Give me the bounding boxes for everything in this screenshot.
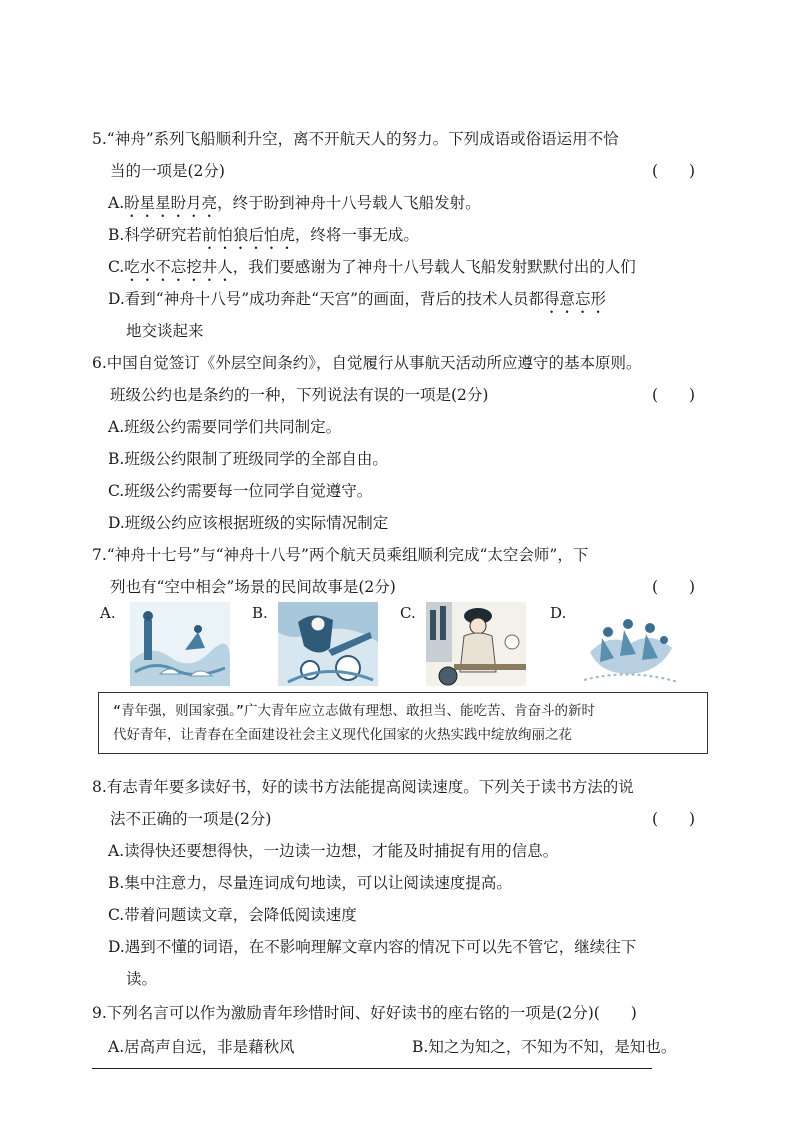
quote-box: [98, 692, 708, 754]
q5-option-d: D.看到“神舟十八号”成功奔赴“天宫”的画面，背后的技术人员都得意忘形: [108, 290, 607, 308]
q9-stem: 9.下列名言可以作为激励青年珍惜时间、好好读书的座右铭的一项是(2分)( ): [92, 1004, 637, 1022]
q6-stem-line1: 6.中国自觉签订《外层空间条约》，自觉履行从事航天活动所应遵守的基本原则。: [92, 354, 642, 372]
q6-option-d: D.班级公约应该根据班级的实际情况制定: [108, 514, 389, 532]
q7-option-a-label: A.: [100, 604, 116, 622]
quote-line1: “青年强，则国家强。”广大青年应立志做有理想、敢担当、能吃苦、肯奋斗的新时: [113, 703, 596, 719]
q7-option-c-label: C.: [400, 604, 416, 622]
q7-option-a[interactable]: [100, 600, 240, 688]
q8-stem-line2: 法不正确的一项是(2分): [110, 810, 272, 828]
q5-option-a: A.盼星星盼月亮，终于盼到神舟十八号载人飞船发射。: [108, 194, 481, 212]
illustration-d: [580, 602, 680, 686]
q5-answer-paren[interactable]: ( ): [652, 162, 696, 180]
q8-option-d-line2: 读。: [126, 970, 158, 988]
q8-answer-paren[interactable]: ( ): [652, 810, 696, 828]
quote-line2: 代好青年，让青春在全面建设社会主义现代化国家的火热实践中绽放绚丽之花: [113, 727, 572, 743]
q6-option-a: A.班级公约需要同学们共同制定。: [108, 418, 342, 436]
q8-option-b: B.集中注意力，尽量连词成句地读，可以让阅读速度提高。: [108, 874, 512, 892]
q7-option-d[interactable]: [550, 600, 700, 688]
q6-option-b: B.班级公约限制了班级同学的全部自由。: [108, 450, 388, 468]
footer-divider: [92, 1068, 652, 1069]
q5-stem-line1: 5.“神舟”系列飞船顺利升空，离不开航天人的努力。下列成语或俗语运用不恰: [92, 130, 619, 148]
q6-stem-line2: 班级公约也是条约的一种，下列说法有误的一项是(2分): [110, 386, 489, 404]
q5-option-b: B.科学研究若前怕狼后怕虎，终将一事无成。: [108, 226, 419, 244]
q6-answer-paren[interactable]: ( ): [652, 386, 696, 404]
q7-option-b[interactable]: [252, 600, 392, 688]
q7-option-c[interactable]: [400, 600, 540, 688]
q7-option-b-label: B.: [252, 604, 268, 622]
q8-option-c: C.带着问题读文章，会降低阅读速度: [108, 906, 357, 924]
q7-stem-line2: 列也有“空中相会”场景的民间故事是(2分): [110, 578, 396, 596]
q7-stem-line1: 7.“神舟十七号”与“神舟十八号”两个航天员乘组顺利完成“太空会师”，下: [92, 546, 589, 564]
q9-option-b: B.知之为知之，不知为不知，是知也。: [412, 1038, 677, 1056]
q5-option-d-line2: 地交谈起来: [126, 322, 204, 340]
q8-option-d: D.遇到不懂的词语，在不影响理解文章内容的情况下可以先不管它，继续往下: [108, 938, 637, 956]
illustration-b: [278, 602, 378, 686]
q8-option-a: A.读得快还要想得快，一边读一边想，才能及时捕捉有用的信息。: [108, 842, 559, 860]
illustration-c: [426, 602, 526, 686]
q5-stem-line2: 当的一项是(2分): [110, 162, 225, 180]
q7-picture-options: [100, 600, 700, 690]
q7-answer-paren[interactable]: ( ): [652, 578, 696, 596]
q5-option-c: C.吃水不忘挖井人，我们要感谢为了神舟十八号载人飞船发射默默付出的人们: [108, 258, 636, 276]
q8-stem-line1: 8.有志青年要多读好书，好的读书方法能提高阅读速度。下列关于读书方法的说: [92, 778, 634, 796]
q6-option-c: C.班级公约需要每一位同学自觉遵守。: [108, 482, 373, 500]
illustration-a: [130, 602, 230, 686]
q7-option-d-label: D.: [550, 604, 567, 622]
q9-option-a: A.居高声自远，非是藉秋风: [108, 1038, 295, 1056]
